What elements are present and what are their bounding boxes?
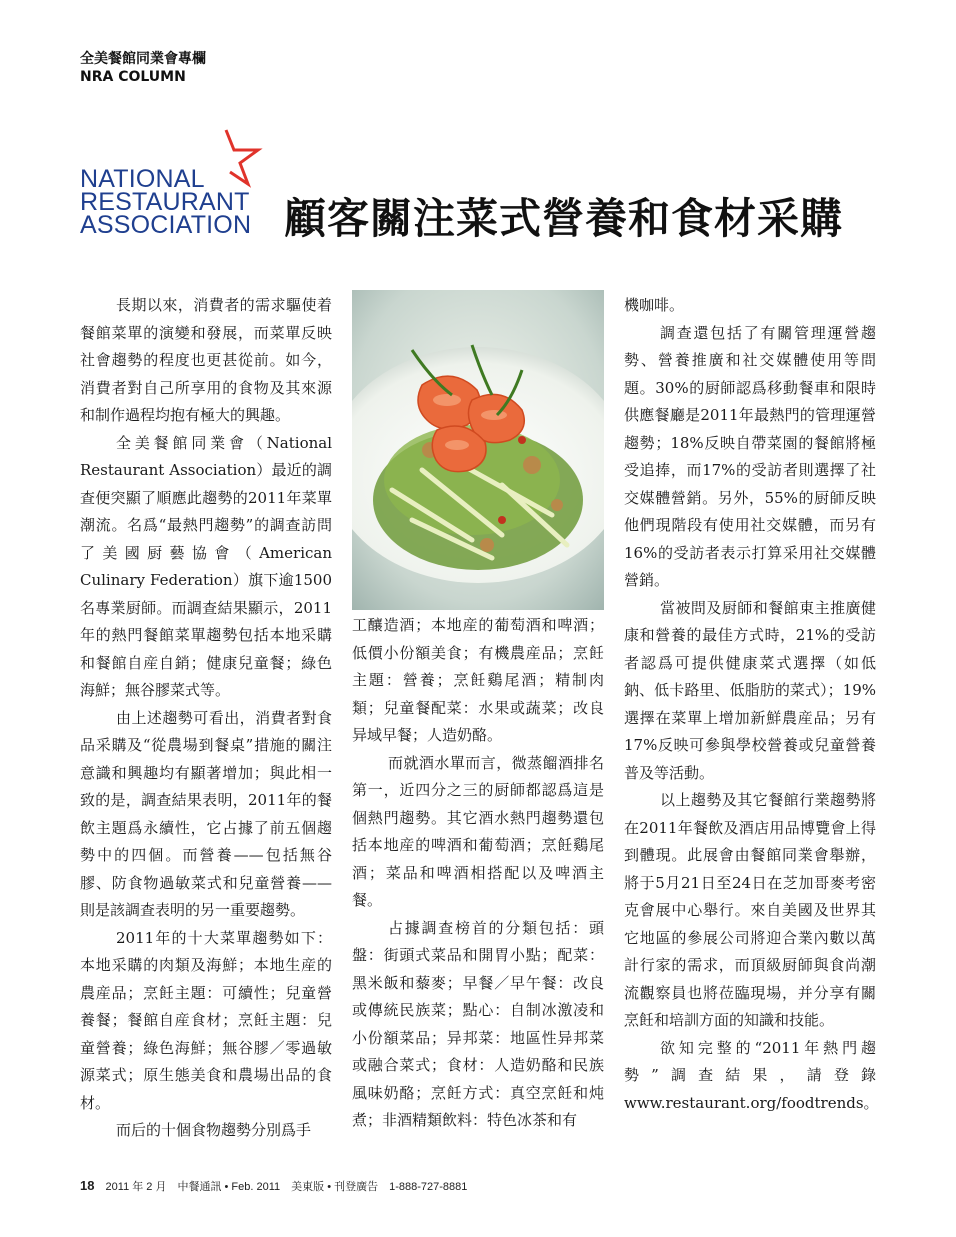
paragraph: 以上趨勢及其它餐館行業趨勢將在2011年餐飲及酒店用品博覽會上得到體現。此展會由餐館同業會舉辦，將于5月21日至24日在芝加哥麥考密克會展中心舉行。來自美國及世界其它地區的參展公司將迎合業內數以萬計行家的需求，而頂級厨師與食尚潮流觀察員也將莅臨現場，并分享有關烹飪和培訓方面的知識和技能。 (624, 791, 876, 1029)
paragraph: 欲知完整的“2011年熱門趨勢”調查結果，請登錄www.restaurant.org/foodtrends。 (624, 1038, 879, 1112)
paragraph: 由上述趨勢可看出，消費者對食品采購及“從農場到餐桌”措施的關注意識和興趣均有顯著增加；與此相一致的是，調查結果表明，2011年的餐飲主題爲永續性，它占據了前五個趨勢中的四個。而營養——包括無谷膠、防食物過敏菜式和兒童營養——則是該調查表明的另一重要趨勢。 (80, 708, 332, 919)
article-title: 顧客關注菜式營養和食材采購 (284, 194, 844, 243)
page-footer (80, 1178, 467, 1194)
footer-info: 2011 年 2 月 中餐通訊 • Feb. 2011 美東版 • 刊登廣告 1-888-727-8881 (105, 1181, 468, 1193)
paragraph: 而后的十個食物趨勢分別爲手 (116, 1121, 312, 1139)
column-tag-cn: 全美餐館同業會專欄 (80, 51, 206, 67)
page-number: 18 (80, 1178, 95, 1193)
paragraph: 調查還包括了有關管理運營趨勢、營養推廣和社交媒體使用等問題。30%的厨師認爲移動餐車和限時供應餐廳是2011年最熱門的管理運營趨勢；18%反映自帶菜園的餐館將極受追捧，而17%的受訪者則選擇了社交媒體營銷。另外，55%的厨師反映他們現階段有使用社交媒體，而另有16%的受訪者表示打算采用社交媒體營銷。 (624, 323, 876, 589)
column-tag-en: NRA COLUMN (80, 69, 186, 85)
column-tag (80, 50, 206, 86)
paragraph: 而就酒水單而言，微蒸餾酒排名第一，近四分之三的厨師都認爲這是個熱門趨勢。其它酒水熱門趨勢還包括本地産的啤酒和葡萄酒；烹飪鷄尾酒；菜品和啤酒相搭配以及啤酒主餐。 (352, 753, 604, 909)
paragraph: 當被問及厨師和餐館東主推廣健康和營養的最佳方式時，21%的受訪者認爲可提供健康菜式選擇（如低鈉、低卡路里、低脂肪的菜式）；19%選擇在菜單上增加新鮮農産品；另有17%反映可參與學校營養或兒童營養普及等活動。 (624, 598, 876, 782)
logo-line-restaurant: RESTAURANT (80, 188, 250, 216)
article-column-2 (352, 612, 604, 1135)
logo-line-national: NATIONAL (80, 165, 205, 193)
article-column-1 (80, 292, 332, 1145)
star-icon (196, 128, 268, 190)
paragraph: 全美餐館同業會（National Restaurant Association）最近的調查便突顯了順應此趨勢的2011年菜單潮流。名爲“最熱門趨勢”的調查訪問了美國厨藝協會（American Culinary Federation）旗下逾1500名專業厨師。而調查結果顯示，2011年的熱門餐館菜單趨勢包括本地采購和餐館自産自銷；健康兒童餐；綠色海鮮；無谷膠菜式等。 (80, 433, 332, 699)
paragraph: 2011年的十大菜單趨勢如下：本地采購的肉類及海鮮；本地生産的農産品；烹飪主題：可續性；兒童營養餐；餐館自産食材；烹飪主題：兒童營養；綠色海鮮；無谷膠／零過敏源菜式；原生態美食和農場出品的食材。 (80, 928, 332, 1112)
logo-line-association: ASSOCIATION (80, 211, 252, 239)
article-column-3 (624, 292, 879, 1117)
paragraph: 機咖啡。 (624, 296, 685, 314)
paragraph: 占據調查榜首的分類包括：頭盤：街頭式菜品和開胃小點；配菜：黑米飯和藜麥；早餐／早午餐：改良或傳統民族菜；點心：自制冰激凌和小份額菜品；异邦菜：地區性异邦菜或融合菜式；食材：人造奶酪和民族風味奶酪；烹飪方式：真空烹飪和炖煮；非酒精類飲料：特色冰茶和有 (352, 918, 604, 1129)
paragraph: 工釀造酒；本地産的葡萄酒和啤酒；低價小份額美食；有機農産品；烹飪主題：營養；烹飪鷄尾酒；精制肉類；兒童餐配菜：水果或蔬菜；改良异域早餐；人造奶酪。 (352, 616, 604, 744)
nra-logo (78, 128, 278, 243)
paragraph: 長期以來，消費者的需求驅使着餐館菜單的演變和發展，而菜單反映社會趨勢的程度也更甚從前。如今，消費者對自己所享用的食物及其來源和制作過程均抱有極大的興趣。 (80, 296, 332, 424)
shrimp-salad-photo (352, 290, 604, 610)
